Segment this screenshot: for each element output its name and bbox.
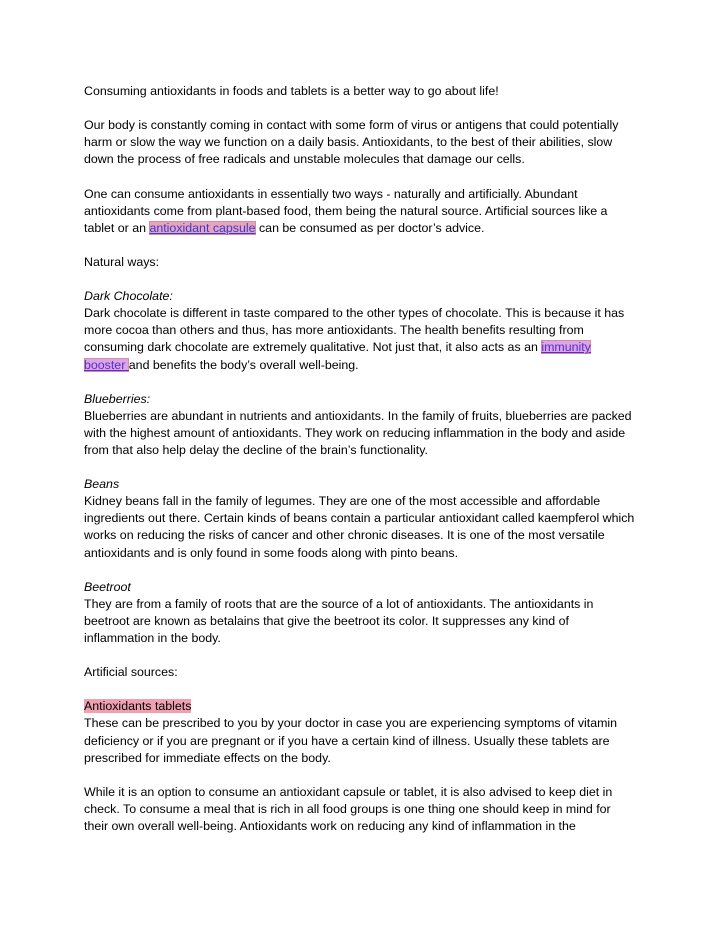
body-paragraph: Our body is constantly coming in contact with some form of virus or antigens that could potentially harm or slow the way we function on a daily basis. Antioxidants, to the best of their abilities, slow down the process of free radicals and unstable molecules that damage our cells. bbox=[84, 118, 619, 167]
immunity-booster-link-part1[interactable]: immunity bbox=[541, 340, 591, 355]
beetroot-title: Beetroot bbox=[84, 579, 131, 594]
artificial-sources-heading: Artificial sources: bbox=[84, 665, 178, 680]
blueberries-paragraph: Blueberries are abundant in nutrients and antioxidants. In the family of fruits, blueberries are packed with the highest amount of antioxidants. They work on reducing inflammation in the body and aside from that also help delay the decline of the brain’s functionality. bbox=[84, 408, 632, 457]
dark-chocolate-title: Dark Chocolate: bbox=[84, 289, 173, 304]
tablets-title: Antioxidants tablets bbox=[84, 699, 192, 714]
beetroot-paragraph: They are from a family of roots that are the source of a lot of antioxidants. The antioxidants in beetroot are known as betalains that give the beetroot its color. It suppresses any kind of inflammation in the body. bbox=[84, 596, 594, 645]
consume-paragraph bbox=[84, 186, 636, 237]
intro-paragraph: Consuming antioxidants in foods and tablets is a better way to go about life! bbox=[84, 84, 499, 98]
dark-chocolate-text-after: and benefits the body’s overall well-being. bbox=[128, 357, 359, 372]
tablets-paragraph: These can be prescribed to you by your doctor in case you are experiencing symptoms of vitamin deficiency or if you are pregnant or if you have a certain kind of illness. Usually these tablets are prescribed for immediate effects on the body. bbox=[84, 716, 618, 765]
consume-text-after: can be consumed as per doctor’s advice. bbox=[255, 220, 485, 235]
antioxidant-capsule-link[interactable]: antioxidant capsule bbox=[149, 220, 256, 235]
dark-chocolate-text-before: Dark chocolate is different in taste compared to the other types of chocolate. This is because it has more cocoa than others and thus, has more antioxidants. The health benefits resulting from consuming dark chocolate are extremely qualitative. Not just that, it also acts as an bbox=[84, 306, 625, 355]
blueberries-title: Blueberries: bbox=[84, 391, 151, 406]
tablets-title-line bbox=[84, 698, 636, 715]
beans-paragraph: Kidney beans fall in the family of legumes. They are one of the most accessible and affordable ingredients out there. Certain kinds of beans contain a particular antioxidant called kaempferol which works on reducing the risks of cancer and other chronic diseases. It is one of the most versatile antioxidants and is only found in some foods along with pinto beans. bbox=[84, 494, 635, 560]
beans-title: Beans bbox=[84, 477, 120, 492]
consume-text-before: One can consume antioxidants in essentially two ways - naturally and artificially. Abundant antioxidants come from plant-based food, them being the natural source. Artificial sources like a tablet or an bbox=[84, 186, 608, 235]
closing-paragraph: While it is an option to consume an antioxidant capsule or tablet, it is also advised to keep diet in check. To consume a meal that is rich in all food groups is one thing one should keep in mind for their own overall well-being. Antioxidants work on reducing any kind of inflammation in the bbox=[84, 784, 613, 834]
dark-chocolate-paragraph bbox=[84, 305, 636, 373]
natural-ways-heading: Natural ways: bbox=[84, 254, 160, 269]
immunity-booster-link-part2[interactable]: booster bbox=[84, 357, 129, 372]
